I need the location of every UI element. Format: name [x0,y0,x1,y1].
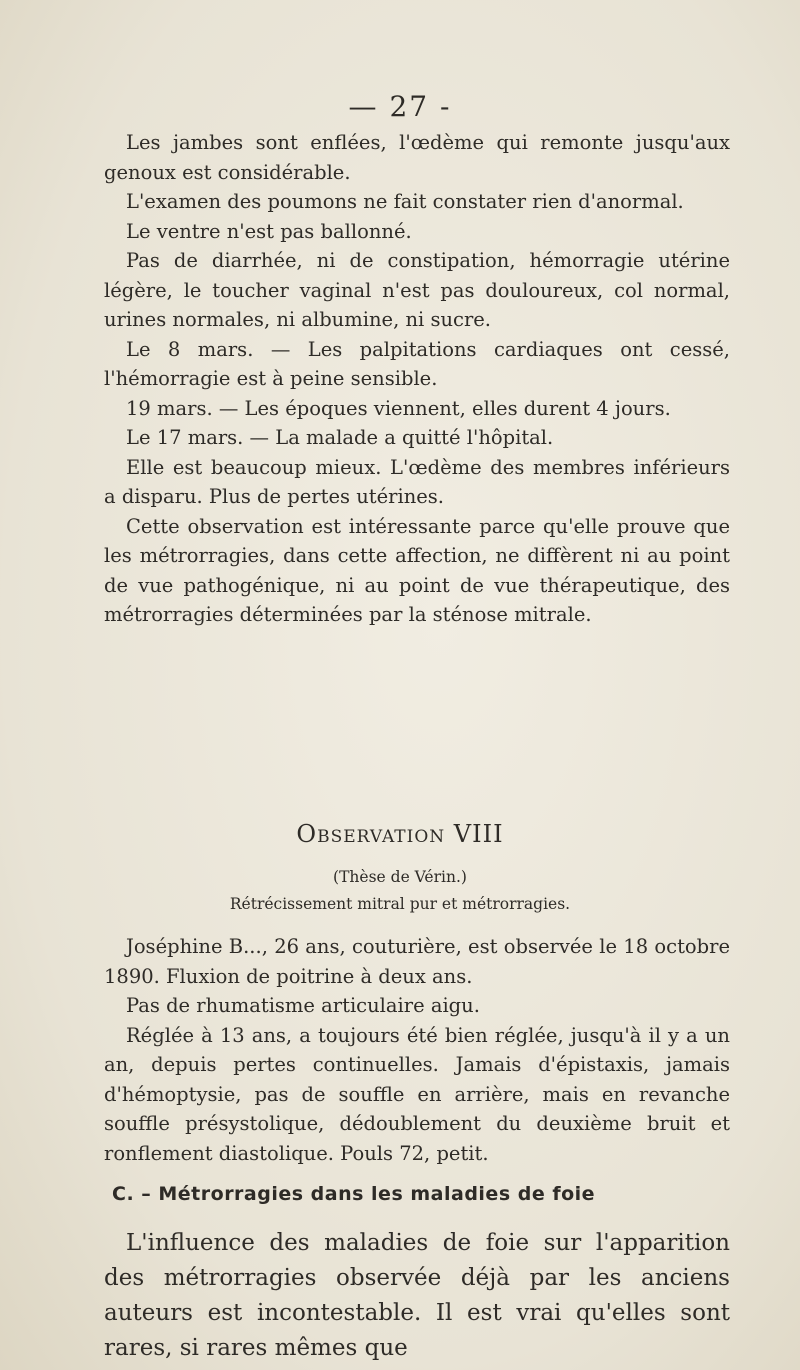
paragraph: Le 17 mars. — La malade a quitté l'hôpital. [126,426,554,449]
paragraph: Joséphine B..., 26 ans, couturière, est observée le 18 octobre 1890. Fluxion de poitrine à deux ans. [104,935,730,988]
paragraph: Pas de rhumatisme articulaire aigu. [126,994,480,1017]
body-text-section [104,1226,730,1366]
paragraph: L'examen des poumons ne fait constater rien d'anormal. [126,190,684,213]
paragraph: Cette observation est intéressante parce qu'elle prouve que les métrorragies, dans cette affection, ne diffèrent ni au point de vue pathogénique, ni au point de vue thérapeutique, des métrorragies déterminées par la sténose mitrale. [104,514,730,626]
paragraph: 19 mars. — Les époques viennent, elles durent 4 jours. [126,396,671,420]
paragraph: Pas de diarrhée, ni de constipation, hémorragie utérine légère, le toucher vaginal n'est pas douloureux, col normal, urines normales, ni albumine, ni sucre. [104,249,730,331]
paragraph: L'influence des maladies de foie sur l'apparition des métrorragies observée déjà par les anciens auteurs est incontestable. Il est vrai qu'elles sont rares, si rares mêmes que [104,1230,730,1361]
paragraph: Le 8 mars. — Les palpitations cardiaques ont cessé, l'hémorragie est à peine sensible. [104,337,730,390]
paragraph: Réglée à 13 ans, a toujours été bien réglée, jusqu'à il y a un an, depuis pertes continuelles. Jamais d'épistaxis, jamais d'hémoptysie, pas de souffle en arrière, mais en revanche souffle présystolique, dédoublement du deuxième bruit et ronflement diastolique. Pouls 72, petit. [104,1023,730,1165]
paragraph: Elle est beaucoup mieux. L'œdème des membres inférieurs a disparu. Plus de pertes utérines. [104,455,730,508]
observation-subtitle: Rétrécissement mitral pur et métrorragies. [229,895,571,913]
observation-source: (Thèse de Vérin.) [333,868,467,886]
section-heading: C. – Métrorragies dans les maladies de foie [112,1183,596,1205]
body-text-top [104,128,730,630]
paragraph: Le ventre n'est pas ballonné. [126,219,412,243]
body-text-observation [104,932,730,1168]
paragraph: Les jambes sont enflées, l'œdème qui remonte jusqu'aux genoux est considérable. [104,131,730,184]
page-number: — 27 - [348,90,452,123]
observation-title: Observation VIII [296,820,504,848]
